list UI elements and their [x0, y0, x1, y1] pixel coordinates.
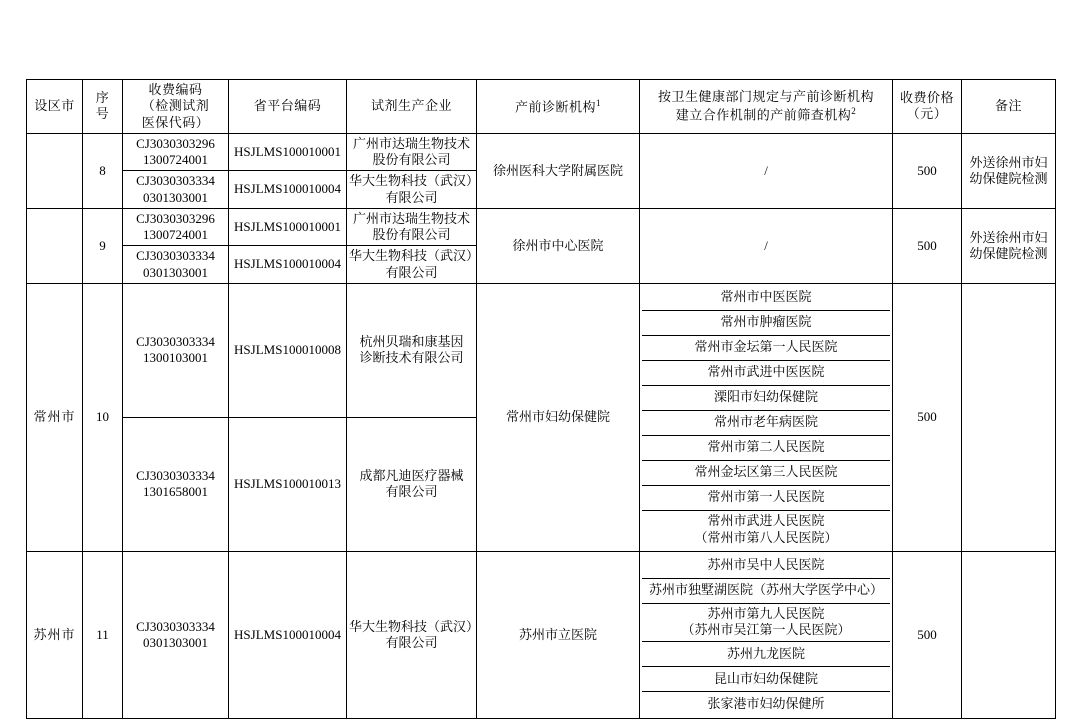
screening-institution-item: 常州市武进中医医院 [642, 360, 890, 385]
platform-code-value: HSJLMS100010008 [234, 342, 341, 358]
platform-code-value: HSJLMS100010004 [234, 626, 341, 642]
list-item [642, 603, 890, 642]
city-cell [27, 208, 83, 283]
screening-institution-value: / [764, 162, 768, 178]
table-row [27, 133, 1056, 171]
price-value: 500 [917, 237, 937, 253]
screening-institution-item: 苏州市第九人民医院 （苏州市吴江第一人民医院） [642, 603, 890, 642]
header-city [27, 80, 83, 134]
city-value: 苏州市 [33, 626, 76, 642]
diagnosis-institution-value: 常州市妇幼保健院 [505, 409, 610, 425]
header-price: 收费价格 （元） [893, 80, 962, 134]
price-cell [893, 133, 962, 208]
diagnosis-institution-cell [477, 208, 640, 283]
fee-code-cell: CJ3030303334 0301303001 [123, 171, 229, 209]
list-item [642, 286, 890, 311]
city-value: 常州市 [33, 409, 76, 425]
platform-code-value: HSJLMS100010004 [234, 256, 341, 272]
header-fee-code: 收费编码 （检测试剂 医保代码） [123, 80, 229, 134]
header-remark-label: 备注 [994, 98, 1022, 114]
manufacturer-cell: 广州市达瑞生物技术 股份有限公司 [347, 208, 477, 246]
platform-code-value: HSJLMS100010001 [234, 143, 341, 159]
list-item [642, 667, 890, 692]
screening-institution-item: 苏州九龙医院 [642, 642, 890, 667]
list-item [642, 578, 890, 603]
platform-code-value: HSJLMS100010004 [234, 181, 341, 197]
seq-value: 8 [99, 162, 106, 178]
seq-cell [83, 133, 123, 208]
screening-institution-cell [640, 133, 893, 208]
header-manufacturer [347, 80, 477, 134]
platform-code-value: HSJLMS100010013 [234, 475, 341, 491]
seq-value: 11 [96, 626, 109, 642]
header-manufacturer-label: 试剂生产企业 [370, 98, 452, 114]
header-seq: 序 号 [83, 80, 123, 134]
fee-schedule-table [26, 79, 1056, 719]
remark-cell [962, 551, 1056, 719]
screening-institution-cell [640, 208, 893, 283]
platform-code-cell [229, 133, 347, 171]
platform-code-value: HSJLMS100010001 [234, 218, 341, 234]
screening-institution-cell [640, 283, 893, 551]
screening-institution-item: 常州市第一人民医院 [642, 485, 890, 510]
screening-institution-item: 苏州市吴中人民医院 [642, 554, 890, 579]
header-remark [962, 80, 1056, 134]
diagnosis-institution-value: 苏州市立医院 [518, 626, 597, 642]
table-row [27, 283, 1056, 417]
diagnosis-institution-cell [477, 283, 640, 551]
fee-code-cell: CJ3030303334 0301303001 [123, 246, 229, 284]
list-item [642, 460, 890, 485]
price-cell [893, 208, 962, 283]
screening-institution-item: 溧阳市妇幼保健院 [642, 385, 890, 410]
manufacturer-cell: 杭州贝瑞和康基因 诊断技术有限公司 [347, 283, 477, 417]
seq-value: 9 [99, 237, 106, 253]
list-item [642, 554, 890, 579]
city-cell [27, 283, 83, 551]
diagnosis-institution-cell [477, 133, 640, 208]
screening-institution-item: 常州市第二人民医院 [642, 435, 890, 460]
manufacturer-cell: 华大生物科技（武汉） 有限公司 [347, 246, 477, 284]
list-item [642, 435, 890, 460]
fee-code-cell: CJ3030303334 0301303001 [123, 551, 229, 719]
platform-code-cell [229, 417, 347, 551]
platform-code-cell [229, 208, 347, 246]
screening-institution-item: 昆山市妇幼保健院 [642, 667, 890, 692]
screening-institution-item: 常州市肿瘤医院 [642, 310, 890, 335]
manufacturer-cell: 华大生物科技（武汉） 有限公司 [347, 171, 477, 209]
price-cell [893, 283, 962, 551]
fee-code-cell: CJ3030303334 1301658001 [123, 417, 229, 551]
list-item [642, 485, 890, 510]
list-item [642, 335, 890, 360]
screening-institution-item: 常州市老年病医院 [642, 410, 890, 435]
price-value: 500 [917, 409, 937, 425]
price-cell [893, 551, 962, 719]
price-value: 500 [917, 162, 937, 178]
screening-institution-list [642, 554, 890, 717]
screening-institution-item: 常州市中医医院 [642, 286, 890, 311]
platform-code-cell [229, 246, 347, 284]
remark-cell: 外送徐州市妇 幼保健院检测 [962, 133, 1056, 208]
screening-institution-item: 常州市金坛第一人民医院 [642, 335, 890, 360]
header-platform-code-label: 省平台编码 [253, 98, 322, 114]
list-item [642, 510, 890, 548]
list-item [642, 410, 890, 435]
footnote-marker-2: 2 [851, 105, 857, 116]
screening-institution-item: 常州市武进人民医院 （常州市第八人民医院） [694, 512, 838, 545]
list-item [642, 310, 890, 335]
footnote-marker-1: 1 [596, 97, 601, 108]
manufacturer-cell: 广州市达瑞生物技术 股份有限公司 [347, 133, 477, 171]
screening-institution-item: 苏州市独墅湖医院（苏州大学医学中心） [642, 578, 890, 603]
list-item [642, 642, 890, 667]
seq-value: 10 [96, 409, 109, 425]
list-item [642, 385, 890, 410]
manufacturer-cell: 华大生物科技（武汉） 有限公司 [347, 551, 477, 719]
remark-cell [962, 283, 1056, 551]
table-row [27, 551, 1056, 719]
city-cell [27, 133, 83, 208]
header-platform-code [229, 80, 347, 134]
manufacturer-cell: 成都凡迪医疗器械 有限公司 [347, 417, 477, 551]
screening-institution-item: 常州金坛区第三人民医院 [642, 460, 890, 485]
screening-institution-cell [640, 551, 893, 719]
list-item [642, 692, 890, 717]
diagnosis-institution-value: 徐州医科大学附属医院 [492, 162, 623, 178]
price-value: 500 [917, 626, 937, 642]
screening-institution-item: 张家港市妇幼保健所 [707, 695, 825, 711]
platform-code-cell [229, 283, 347, 417]
header-row [27, 80, 1056, 134]
list-item [642, 360, 890, 385]
header-diagnosis-label: 产前诊断机构 [514, 98, 596, 114]
diagnosis-institution-cell [477, 551, 640, 719]
city-cell [27, 551, 83, 719]
fee-code-cell: CJ3030303296 1300724001 [123, 208, 229, 246]
seq-cell [83, 551, 123, 719]
header-city-label: 设区市 [34, 98, 75, 114]
screening-institution-value: / [764, 237, 768, 253]
table-body [27, 133, 1056, 719]
platform-code-cell [229, 551, 347, 719]
seq-cell [83, 283, 123, 551]
fee-code-cell: CJ3030303334 1300103001 [123, 283, 229, 417]
platform-code-cell [229, 171, 347, 209]
diagnosis-institution-value: 徐州市中心医院 [512, 237, 604, 253]
remark-cell: 外送徐州市妇 幼保健院检测 [962, 208, 1056, 283]
screening-institution-list [642, 286, 890, 549]
seq-cell [83, 208, 123, 283]
table-row [27, 208, 1056, 246]
table-header [27, 80, 1056, 134]
header-screening-institution: 按卫生健康部门规定与产前诊断机构 建立合作机制的产前筛查机构$^2$ [640, 80, 893, 134]
header-diagnosis-institution [477, 80, 640, 134]
fee-code-cell: CJ3030303296 1300724001 [123, 133, 229, 171]
